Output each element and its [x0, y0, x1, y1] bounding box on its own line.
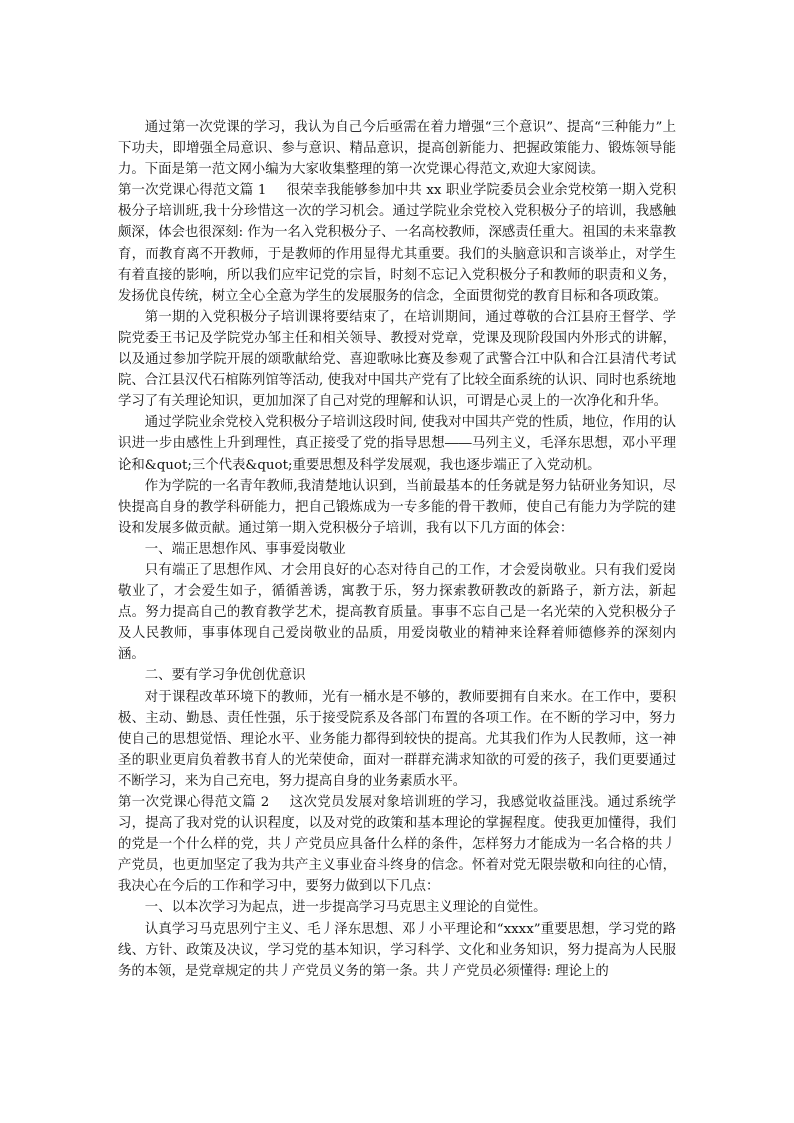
essay-1-title: 第一次党课心得范文篇 1: [118, 183, 267, 199]
section-heading: 一、以本次学习为起点，进一步提高学习马克思主义理论的自觉性。: [144, 900, 547, 916]
essay-1-first-paragraph: 很荣幸我能够参加中共 xx 职业学院委员会业余党校第一期入党积极分子培训班,我十分珍惜这一次的学习机会。通过学院业余党校入党积极分子的培训，我感触颇深，体会也很深刻: 作为一名入党积极分子、一名高校教师，深感责任重大。祖国的未来靠教育，而教育离不开教师，于是教师的作用显得尤其重要。我们的头脑意识和言谈举止，对学生有着直接的影响，所以我们应牢记党的宗旨，时刻不忘记入党积极分子和教师的职责和义务，发扬优良传统，树立全心全意为学生的发展服务的信念，全面贯彻党的教育目标和各项政策。: [118, 183, 676, 304]
body-paragraph: 对于课程改革环境下的教师，光有一桶水是不够的，教师要拥有自来水。在工作中，要积极、主动、勤恳、责任性强，乐于接受院系及各部门布置的各项工作。在不断的学习中，努力使自己的思想觉悟、理论水平、业务能力都得到较快的提高。尤其我们作为人民教师，这一神圣的职业更肩负着教书育人的光荣使命，面对一群群充满求知欲的可爱的孩子，我们更要通过不断学习，来为自己充电，努力提高自身的业务素质水平。: [118, 689, 676, 789]
essay-1-opening-paragraph: [118, 180, 676, 307]
body-paragraph: 通过学院业余党校入党积极分子培训这段时间, 使我对中国共产党的性质，地位，作用的认识进一步由感性上升到理性，真正接受了党的指导思想――马列主义，毛泽东思想，邓小平理论和&quot;三个代表&quot;重要思想及科学发展观，我也逐步端正了入党动机。: [118, 415, 676, 473]
intro-paragraph: 通过第一次党课的学习，我认为自己今后亟需在着力增强“三个意识”、提高“三种能力”上下功夫，即增强全局意识、参与意识、精品意识，提高创新能力、把握政策能力、锻炼领导能力。下面是第一范文网小编为大家收集整理的第一次党课心得范文,欢迎大家阅读。: [118, 120, 676, 178]
essay-2-opening-paragraph: [118, 792, 676, 897]
body-paragraph: 作为学院的一名青年教师,我清楚地认识到，当前最基本的任务就是努力钻研业务知识，尽快提高自身的教学科研能力，把自己锻炼成为一专多能的骨干教师，使自己有能力为学院的建设和发展多做贡献。通过第一期入党积极分子培训，我有以下几方面的体会：: [118, 478, 676, 536]
section-heading: 一、端正思想作风、事事爱岗敬业: [144, 541, 346, 557]
document-page: [118, 117, 676, 982]
essay-2-title: 第一次党课心得范文篇 2: [118, 795, 270, 810]
body-paragraph: 第一期的入党积极分子培训课将要结束了，在培训期间，通过尊敬的合江县府王督学、学院党委王书记及学院党办邹主任和相关领导、教授对党章，党课及现阶段国内外形式的讲解，以及通过参加学院开展的颂歌献给党、喜迎歌咏比赛及参观了武警合江中队和合江县清代考试院、合江县汉代石棺陈列馆等活动, 使我对中国共产党有了比较全面系统的认识、同时也系统地学习了有关理论知识，更加加深了自己对党的理解和认识，可谓是心灵上的一次净化和升华。: [118, 309, 676, 410]
body-paragraph: 认真学习马克思列宁主义、毛丿泽东思想、邓丿小平理论和“xxxx”重要思想，学习党的路线、方针、政策及决议，学习党的基本知识，学习科学、文化和业务知识，努力提高为人民服务的本领，是党章规定的共丿产党员义务的第一条。共丿产党员必须懂得: 理论上的: [118, 921, 676, 979]
section-heading: 二、要有学习争优创优意识: [144, 668, 306, 684]
body-paragraph: 只有端正了思想作风、才会用良好的心态对待自己的工作，才会爱岗敬业。只有我们爱岗敬业了，才会爱生如子，循循善诱，寓教于乐，努力探索教研教改的新路子，新方法，新起点。努力提高自己的教育教学艺术，提高教育质量。事事不忘自己是一名光荣的入党积极分子及人民教师，事事体现自己爱岗敬业的品质，用爱岗敬业的精神来诠释着师德修养的深刻内涵。: [118, 562, 676, 663]
essay-2-first-paragraph: 这次党员发展对象培训班的学习，我感觉收益匪浅。通过系统学习，提高了我对党的认识程度，以及对党的政策和基本理论的掌握程度。使我更加懂得，我们的党是一个什么样的党，共丿产党员应具备什么样的条件，怎样努力才能成为一名合格的共丿产党员，也更加坚定了我为共产主义事业奋斗终身的信念。怀着对党无限崇敬和向往的心情，我决心在今后的工作和学习中，要努力做到以下几点：: [118, 795, 677, 895]
